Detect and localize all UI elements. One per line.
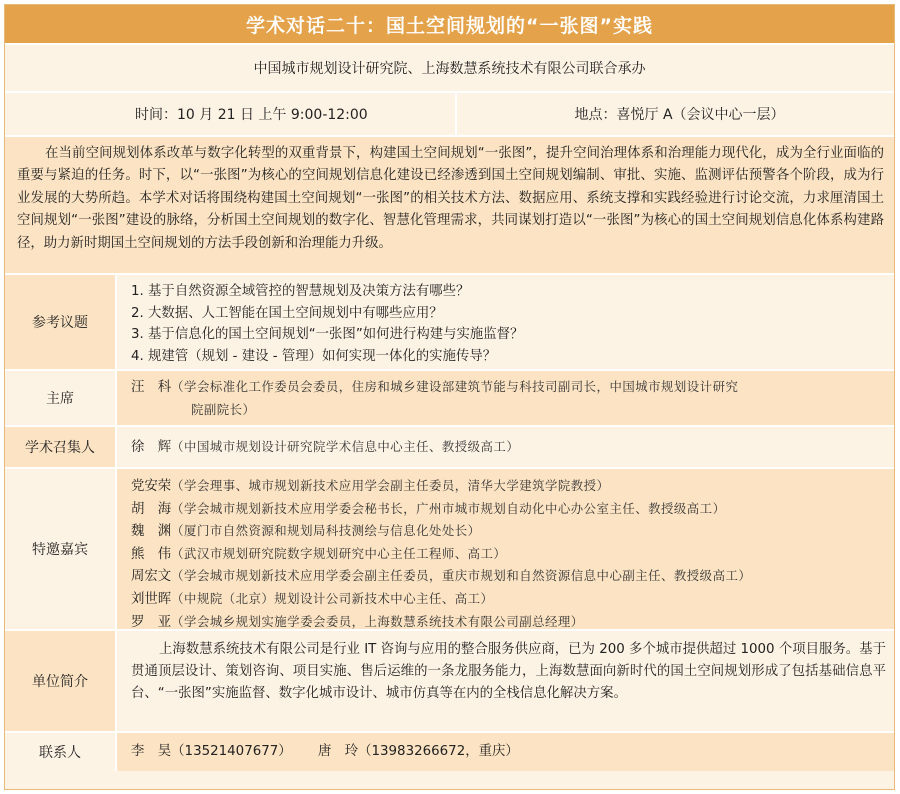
topic-item: 1. 基于自然资源全域管控的智慧规划及决策方法有哪些？: [131, 284, 470, 299]
guests-section: [5, 467, 894, 629]
intro-paragraph: 在当前空间规划体系改革与数字化转型的双重背景下，构建国土空间规划“一张图”，提升空间治理体系和治理能力现代化，成为全行业面临的重要与紧迫的任务。时下，以“一张图”为核心的空间规划信息化建设已经渗透到国土空间规划编制、审批、实施、监测评估预警各个阶段，成为行业发展的大势所趋。本学术对话将围绕构建国土空间规划“一张图”的相关技术方法、数据应用、系统支撑和实践经验进行讨论交流，力求厘清国土空间规划“一张图”建设的脉络，分析国土空间规划的数字化、智慧化管理需求，共同谋划打造以“一张图”为核心的国土空间规划信息化体系构建路径，助力新时期国土空间规划的方法手段创新和治理能力升级。: [5, 135, 894, 273]
company-section: [5, 629, 894, 731]
time-cell: [5, 93, 457, 135]
topics-section: [5, 273, 894, 369]
organizer-text: 中国城市规划设计研究院、上海数慧系统技术有限公司联合承办: [253, 61, 646, 77]
guest-desc: （学会城市规划新技术应用学委会秘书长，广州市城市规划自动化中心办公室主任、教授级高工）: [171, 500, 726, 516]
guest-item: [131, 565, 886, 588]
contact-item: 唐 玲（13983266672，重庆）: [317, 744, 519, 759]
convener-section: [5, 425, 894, 467]
contact-content: [117, 733, 894, 771]
guest-name: 党安荣: [131, 479, 172, 494]
chair-desc-line2: 院副院长）: [191, 401, 256, 417]
convener-label: 学术召集人: [5, 427, 117, 467]
guest-item: [131, 498, 886, 521]
topics-label: 参考议题: [5, 275, 117, 369]
chair-name: 汪 科: [131, 380, 172, 395]
organizer-row: [5, 43, 894, 91]
time-text: 时间：10 月 21 日 上午 9:00-12:00: [135, 107, 368, 123]
convener-content: [117, 427, 894, 467]
guest-desc: （中规院（北京）规划设计公司新技术中心主任、高工）: [171, 590, 494, 606]
guest-name: 周宏文: [131, 569, 172, 585]
guest-name: 胡 海: [131, 501, 172, 517]
forum-info-table: [4, 4, 895, 790]
company-label: 单位简介: [5, 631, 117, 731]
chair-section: [5, 369, 894, 425]
topic-item: 4. 规建管（规划 - 建设 - 管理）如何实现一体化的实施传导？: [131, 348, 497, 364]
location-cell: [457, 93, 895, 135]
guests-content: [117, 469, 894, 629]
guest-name: 熊 伟: [131, 546, 172, 562]
guests-label: 特邀嘉宾: [5, 469, 117, 629]
chair-label: 主席: [5, 371, 117, 425]
guest-item: [131, 543, 886, 566]
contact-label: 联系人: [5, 733, 117, 771]
topic-item: 3. 基于信息化的国土空间规划“一张图”如何进行构建与实施监督？: [131, 327, 524, 342]
guest-desc: （学会理事、城市规划新技术应用学会副主任委员，清华大学建筑学院教授）: [171, 478, 610, 493]
guest-item: [131, 475, 886, 498]
chair-content: [117, 371, 894, 425]
guest-name: 刘世晖: [131, 591, 172, 607]
page-title: 学术对话二十：国土空间规划的“一张图”实践: [5, 5, 894, 43]
guest-desc: （厦门市自然资源和规划局科技测绘与信息化处处长）: [171, 523, 481, 539]
convener-desc: （中国城市规划设计研究院学术信息中心主任、教授级高工）: [171, 439, 520, 454]
guest-item: [131, 520, 886, 543]
guest-desc: （学会城乡规划实施学委会委员，上海数慧系统技术有限公司副总经理）: [171, 613, 584, 629]
chair-desc-line1: （学会标准化工作委员会委员，住房和城乡建设部建筑节能与科技司副司长，中国城市规划设计研究: [171, 379, 739, 394]
topics-content: [117, 275, 894, 369]
guest-item: [131, 588, 886, 611]
guest-item: [131, 611, 886, 634]
guest-name: 魏 渊: [131, 524, 172, 540]
guest-name: 罗 亚: [131, 614, 172, 630]
location-text: 地点：喜悦厅 A（会议中心一层）: [574, 107, 785, 123]
guest-desc: （学会城市规划新技术应用学委会副主任委员，重庆市规划和自然资源信息中心副主任、教授级高工）: [171, 568, 752, 584]
convener-name: 徐 辉: [131, 440, 172, 455]
topic-item: 2. 大数据、人工智能在国土空间规划中有哪些应用？: [131, 305, 443, 321]
guest-desc: （武汉市规划研究院数字规划研究中心主任工程师、高工）: [171, 545, 507, 561]
contact-item: 李 昊（13521407677）: [131, 744, 292, 759]
company-text: 上海数慧系统技术有限公司是行业 IT 咨询与应用的整合服务供应商，已为 200 多个城市提供超过 1000 个项目服务。基于贯通顶层设计、策划咨询、项目实施、售后运维的一条龙服务能力，上海数慧面向新时代的国土空间规划形成了包括基础信息平台、“一张图”实施监督、数字化城市设计、城市仿真等在内的全栈信息化解决方案。: [131, 642, 886, 701]
contact-section: [5, 731, 894, 771]
time-location-row: [5, 91, 894, 135]
